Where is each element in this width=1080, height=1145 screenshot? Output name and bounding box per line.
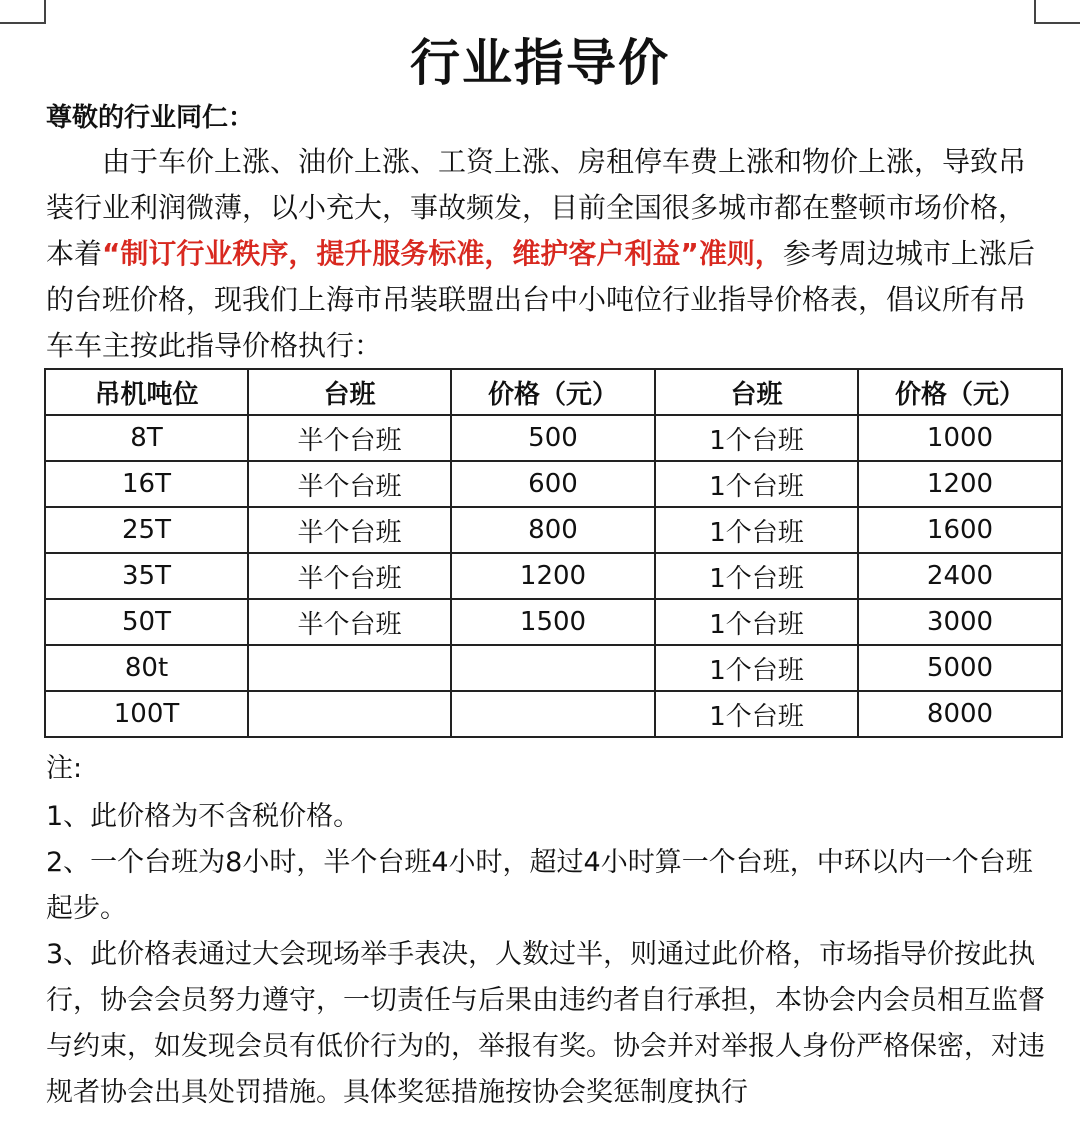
table-row xyxy=(45,645,1062,691)
cell-price-half: 500 xyxy=(451,415,655,461)
cell-price-full: 1600 xyxy=(858,507,1062,553)
cell-shift-full: 1个台班 xyxy=(655,599,858,645)
price-table xyxy=(44,368,1063,738)
cell-tonnage: 35T xyxy=(45,553,248,599)
cell-shift-half xyxy=(248,645,451,691)
cell-tonnage: 50T xyxy=(45,599,248,645)
table-row xyxy=(45,507,1062,553)
note-item-2: 2、一个台班为8小时，半个台班4小时，超过4小时算一个台班，中环以内一个台班起步。 xyxy=(46,847,1033,924)
cell-price-half xyxy=(451,691,655,737)
header-shift-half: 台班 xyxy=(248,369,451,415)
note-item-1: 1、此价格为不含税价格。 xyxy=(46,801,361,832)
cell-tonnage: 8T xyxy=(45,415,248,461)
header-price-half: 价格（元） xyxy=(451,369,655,415)
cell-tonnage: 80t xyxy=(45,645,248,691)
notes-label: 注: xyxy=(46,753,83,784)
intro-paragraph xyxy=(46,139,1046,369)
cell-shift-full: 1个台班 xyxy=(655,415,858,461)
cell-shift-half: 半个台班 xyxy=(248,507,451,553)
corner-mark-right xyxy=(1034,0,1080,24)
table-header-row xyxy=(45,369,1062,415)
intro-text-before: 由于车价上涨、油价上涨、工资上涨、房租停车费上涨和物价上涨，导致吊装行业利润微薄，以小充大，事故频发，目前全国很多城市都在整顿市场价格，本着 xyxy=(46,145,1027,270)
page-title: 行业指导价 xyxy=(410,34,670,92)
cell-shift-half: 半个台班 xyxy=(248,553,451,599)
table-row xyxy=(45,599,1062,645)
cell-price-full: 3000 xyxy=(858,599,1062,645)
cell-shift-full: 1个台班 xyxy=(655,691,858,737)
cell-price-half: 1200 xyxy=(451,553,655,599)
cell-shift-full: 1个台班 xyxy=(655,553,858,599)
notes-section xyxy=(46,746,1046,1116)
corner-mark-left xyxy=(0,0,46,24)
cell-price-half: 600 xyxy=(451,461,655,507)
header-shift-full: 台班 xyxy=(655,369,858,415)
cell-shift-full: 1个台班 xyxy=(655,461,858,507)
cell-price-full: 1200 xyxy=(858,461,1062,507)
header-price-full: 价格（元） xyxy=(858,369,1062,415)
table-row xyxy=(45,553,1062,599)
note-item-3: 3、此价格表通过大会现场举手表决，人数过半，则通过此价格，市场指导价按此执行，协会会员努力遵守，一切责任与后果由违约者自行承担，本协会内会员相互监督与约束，如发现会员有低价行为的，举报有奖。协会并对举报人身份严格保密，对违规者协会出具处罚措施。具体奖惩措施按协会奖惩制度执行 xyxy=(46,939,1045,1108)
cell-price-half: 1500 xyxy=(451,599,655,645)
cell-price-full: 5000 xyxy=(858,645,1062,691)
cell-shift-full: 1个台班 xyxy=(655,645,858,691)
cell-shift-half xyxy=(248,691,451,737)
cell-price-half xyxy=(451,645,655,691)
intro-text-after: 参考周边城市上涨后的台班价格，现我们上海市吊装联盟出台中小吨位行业指导价格表，倡议所有吊车车主按此指导价格执行： xyxy=(46,237,1035,362)
header-tonnage: 吊机吨位 xyxy=(45,369,248,415)
cell-price-full: 2400 xyxy=(858,553,1062,599)
cell-price-half: 800 xyxy=(451,507,655,553)
salutation: 尊敬的行业同仁： xyxy=(46,103,255,133)
cell-tonnage: 16T xyxy=(45,461,248,507)
cell-price-full: 1000 xyxy=(858,415,1062,461)
cell-shift-half: 半个台班 xyxy=(248,415,451,461)
cell-tonnage: 25T xyxy=(45,507,248,553)
intro-highlight: “制订行业秩序，提升服务标准，维护客户利益”准则， xyxy=(102,237,783,270)
table-row xyxy=(45,415,1062,461)
cell-price-full: 8000 xyxy=(858,691,1062,737)
cell-shift-half: 半个台班 xyxy=(248,599,451,645)
cell-tonnage: 100T xyxy=(45,691,248,737)
cell-shift-half: 半个台班 xyxy=(248,461,451,507)
table-row xyxy=(45,691,1062,737)
table-row xyxy=(45,461,1062,507)
cell-shift-full: 1个台班 xyxy=(655,507,858,553)
